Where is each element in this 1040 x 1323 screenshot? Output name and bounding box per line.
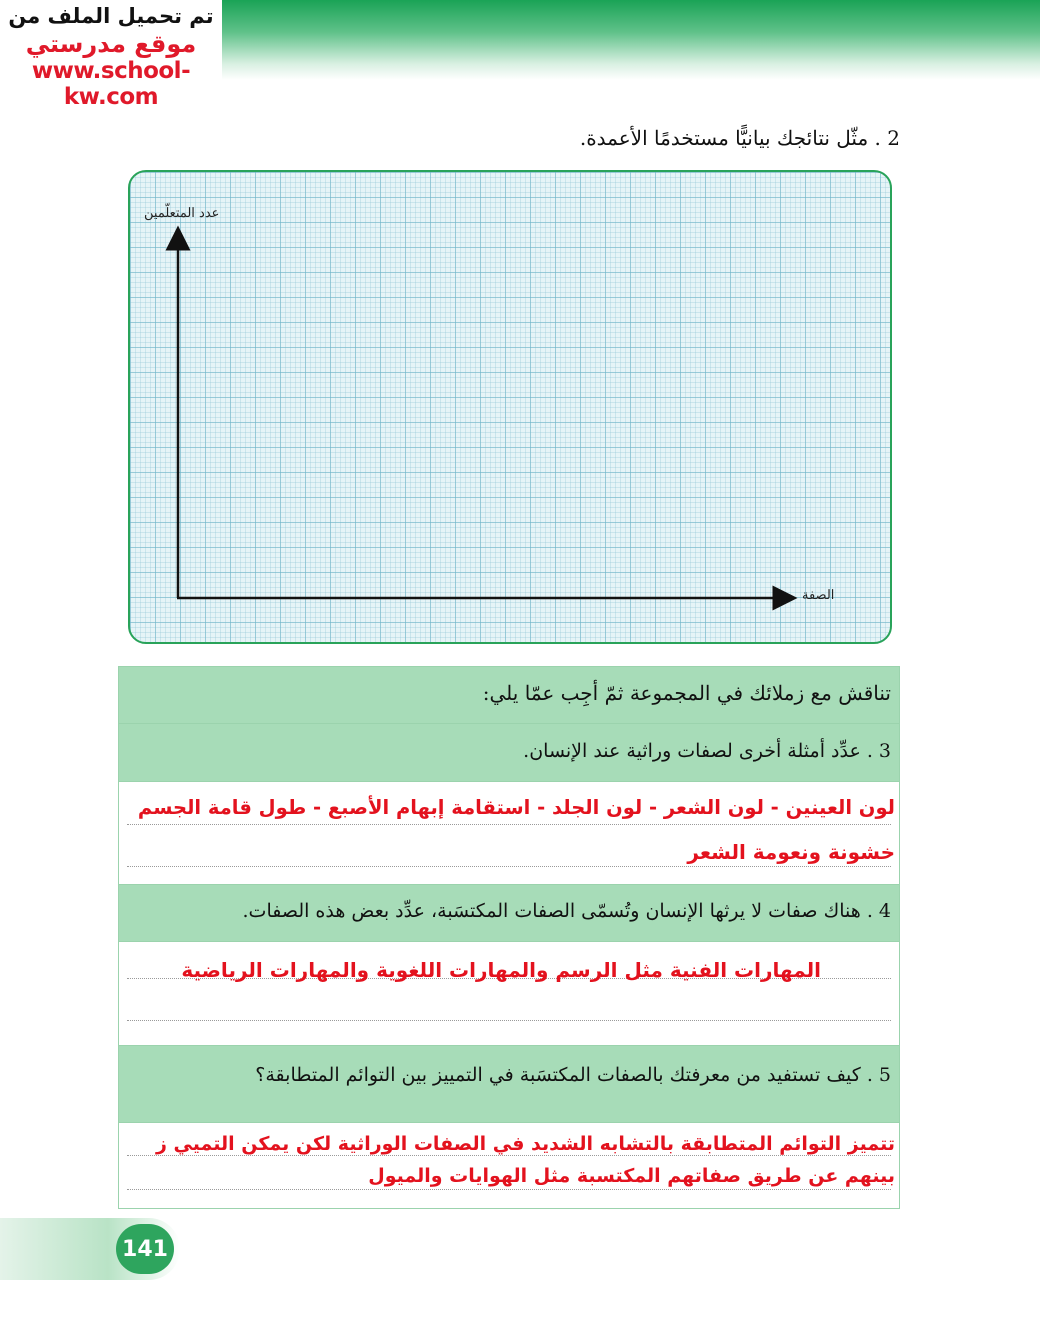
answer-5-row[interactable] [119,1123,899,1208]
question-3-row [119,724,899,782]
answer-5-line-1: تتميز التوائم المتطابقة بالتشابه الشديد في الصفات الوراثية لكن يمكن التميي ز [155,1133,895,1155]
intro-row [119,667,899,724]
answer-3-line-1: لون العينين - لون الشعر - لون الجلد - استقامة إبهام الأصبع - طول قامة الجسم [137,796,895,819]
watermark-site-name: موقع مدرستي [25,30,197,58]
answer-3-row[interactable] [119,782,899,885]
graph-axes [130,172,890,642]
watermark-line-1: تم تحميل الملف من [8,4,214,28]
discussion-table [118,666,900,1209]
page-number: 141 [116,1224,174,1274]
question-5: 5 . كيف تستفيد من معرفتك بالصفات المكتسَبة في التمييز بين التوائم المتطابقة؟ [255,1064,891,1086]
question-3: 3 . عدِّد أمثلة أخرى لصفات وراثية عند الإنسان. [523,740,891,762]
question-4: 4 . هناك صفات لا يرثها الإنسان وتُسمّى الصفات المكتسَبة، عدِّد بعض هذه الصفات. [242,900,891,922]
answer-3-line-2: خشونة ونعومة الشعر [687,840,895,864]
question-4-row [119,885,899,942]
discussion-intro: تناقش مع زملائك في المجموعة ثمّ أجِب عمّا يلي: [482,681,891,705]
y-axis-label: عدد المتعلّمين [144,206,220,221]
x-axis-label: الصفة [802,588,835,603]
bar-graph-area[interactable] [128,170,892,644]
question-5-row [119,1046,899,1123]
site-watermark[interactable] [0,0,222,110]
question-2: 2 . مثّل نتائجك بيانيًّا مستخدمًا الأعمدة. [579,126,900,150]
answer-5-line-2: بينهم عن طريق صفاتهم المكتسبة مثل الهوايات والميول [368,1165,895,1187]
answer-4-line-1: المهارات الفنية مثل الرسم والمهارات اللغوية والمهارات الرياضية [181,958,821,982]
watermark-url[interactable]: www.school-kw.com [31,58,191,110]
answer-4-row[interactable] [119,942,899,1046]
